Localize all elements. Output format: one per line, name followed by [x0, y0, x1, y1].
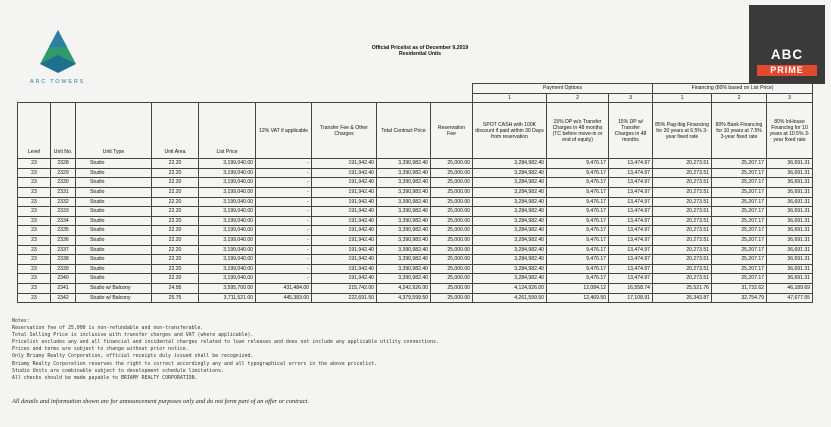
- cell-level: 23: [18, 178, 51, 188]
- cell-pagibig-financing: 20,273.51: [653, 255, 712, 265]
- cell-total-contract-price: 3,390,982.40: [377, 168, 431, 178]
- cell-level: 23: [18, 187, 51, 197]
- cell-unit-no: 2338: [51, 255, 76, 265]
- cell-unit-type: Studio: [76, 255, 152, 265]
- cell-reservation-fee: 25,000.00: [431, 168, 473, 178]
- cell-dp-with-tc: 13,474.97: [609, 255, 653, 265]
- cell-inhouse-financing: 36,691.31: [767, 235, 813, 245]
- cell-unit-area: 25.75: [152, 293, 199, 303]
- cell-unit-no: 2335: [51, 226, 76, 236]
- cell-unit-area: 22.20: [152, 216, 199, 226]
- cell-bank-financing: 25,207.17: [712, 274, 767, 284]
- cell-spot-cash: 3,284,982.40: [473, 274, 547, 284]
- cell-dp-with-tc: 13,474.97: [609, 216, 653, 226]
- cell-unit-area: 22.20: [152, 274, 199, 284]
- cell-bank-financing: 25,207.17: [712, 159, 767, 169]
- cell-reservation-fee: 25,000.00: [431, 293, 473, 303]
- cell-dp-without-tc: 9,476.17: [547, 255, 609, 265]
- cell-vat: -: [256, 207, 312, 217]
- title-line1: Official Pricelist as of December 9,2019: [371, 45, 469, 51]
- notes-section: [12, 318, 439, 382]
- cell-inhouse-financing: 36,691.31: [767, 197, 813, 207]
- cell-unit-area: 22.20: [152, 255, 199, 265]
- cell-dp-with-tc: 13,474.97: [609, 187, 653, 197]
- note-line: Total Selling Price is inclusive with transfer charges and VAT (where applicable).: [12, 332, 254, 339]
- cell-spot-cash: 3,284,982.40: [473, 245, 547, 255]
- cell-spot-cash: 3,284,982.40: [473, 207, 547, 217]
- cell-list-price: 3,199,040.00: [199, 187, 256, 197]
- logo-abc-text: ABC: [770, 47, 804, 62]
- cell-level: 23: [18, 197, 51, 207]
- cell-unit-area: 22.20: [152, 235, 199, 245]
- cell-total-contract-price: 3,390,982.40: [377, 226, 431, 236]
- note-line: Only Briamy Realty Corporation, official receipts duly issued shall be recognized.: [12, 353, 254, 360]
- pricelist-body: [18, 159, 813, 303]
- cell-transfer-fee: 191,942.40: [312, 187, 377, 197]
- cell-vat: -: [256, 226, 312, 236]
- group-header-row: [18, 84, 813, 94]
- pricelist-table: [17, 83, 813, 303]
- cell-level: 23: [18, 226, 51, 236]
- cell-bank-financing: 31,732.62: [712, 283, 767, 293]
- cell-list-price: 3,199,040.00: [199, 226, 256, 236]
- cell-dp-without-tc: 9,476.17: [547, 178, 609, 188]
- cell-unit-type: Studio: [76, 235, 152, 245]
- cell-list-price: 3,711,521.00: [199, 293, 256, 303]
- cell-unit-no: 2342: [51, 293, 76, 303]
- cell-list-price: 3,199,040.00: [199, 216, 256, 226]
- cell-dp-without-tc: 9,476.17: [547, 168, 609, 178]
- cell-reservation-fee: 25,000.00: [431, 207, 473, 217]
- payment-options-header: Payment Options: [473, 84, 653, 94]
- table-row: [18, 293, 813, 303]
- cell-transfer-fee: 191,942.40: [312, 274, 377, 284]
- table-row: [18, 255, 813, 265]
- disclaimer: All details and information shown are for announcement purposes only and do not form part of an offer or contract.: [12, 398, 309, 405]
- cell-unit-no: 2331: [51, 187, 76, 197]
- cell-unit-area: 22.20: [152, 197, 199, 207]
- cell-pagibig-financing: 20,273.51: [653, 274, 712, 284]
- cell-total-contract-price: 3,390,982.40: [377, 264, 431, 274]
- cell-reservation-fee: 25,000.00: [431, 159, 473, 169]
- cell-pagibig-financing: 20,273.51: [653, 187, 712, 197]
- document-title: [330, 45, 510, 58]
- cell-pagibig-financing: 26,343.87: [653, 293, 712, 303]
- note-line: Prices and terms are subject to change without prior notice.: [12, 346, 189, 353]
- cell-total-contract-price: 3,390,982.40: [377, 235, 431, 245]
- cell-level: 23: [18, 283, 51, 293]
- option-number: 2: [712, 93, 767, 103]
- cell-bank-financing: 25,207.17: [712, 187, 767, 197]
- table-row: [18, 245, 813, 255]
- cell-inhouse-financing: 46,189.69: [767, 283, 813, 293]
- cell-pagibig-financing: 20,273.51: [653, 264, 712, 274]
- header-reservation-fee: Reservation Fee: [431, 103, 473, 159]
- cell-transfer-fee: 191,942.40: [312, 216, 377, 226]
- cell-vat: -: [256, 178, 312, 188]
- cell-pagibig-financing: 20,273.51: [653, 216, 712, 226]
- cell-unit-type: Studio: [76, 197, 152, 207]
- option-number: 2: [547, 93, 609, 103]
- cell-dp-with-tc: 13,474.97: [609, 274, 653, 284]
- cell-total-contract-price: 3,390,982.40: [377, 207, 431, 217]
- cell-vat: -: [256, 235, 312, 245]
- cell-inhouse-financing: 36,691.31: [767, 245, 813, 255]
- cell-level: 23: [18, 264, 51, 274]
- cell-dp-with-tc: 17,108.91: [609, 293, 653, 303]
- cell-list-price: 3,199,040.00: [199, 235, 256, 245]
- cell-pagibig-financing: 20,273.51: [653, 207, 712, 217]
- cell-inhouse-financing: 36,691.31: [767, 255, 813, 265]
- cell-list-price: 3,199,040.00: [199, 245, 256, 255]
- cell-vat: -: [256, 187, 312, 197]
- title-line2: Residential Units: [398, 51, 442, 58]
- logo-prime-text: PRIME: [757, 65, 817, 76]
- cell-bank-financing: 25,207.17: [712, 245, 767, 255]
- header-spot-cash: SPOT CASH with 100K discount if paid within 30 Days from reservation: [473, 103, 547, 159]
- note-line: All checks should be made payable to BRIAMY REALTY CORPORATION.: [12, 374, 198, 381]
- cell-unit-type: Studio: [76, 168, 152, 178]
- cell-reservation-fee: 25,000.00: [431, 226, 473, 236]
- cell-spot-cash: 3,284,982.40: [473, 168, 547, 178]
- cell-unit-type: Studio: [76, 159, 152, 169]
- cell-inhouse-financing: 36,691.31: [767, 264, 813, 274]
- header-total-contract-price: Total Contract Price: [377, 103, 431, 159]
- cell-level: 23: [18, 255, 51, 265]
- cell-vat: -: [256, 168, 312, 178]
- cell-dp-with-tc: 13,474.97: [609, 159, 653, 169]
- cell-transfer-fee: 191,942.40: [312, 245, 377, 255]
- cell-unit-area: 22.20: [152, 264, 199, 274]
- cell-dp-with-tc: 13,474.97: [609, 226, 653, 236]
- cell-inhouse-financing: 36,691.31: [767, 226, 813, 236]
- cell-dp-with-tc: 13,474.97: [609, 235, 653, 245]
- cell-dp-without-tc: 9,476.17: [547, 197, 609, 207]
- option-number: 3: [767, 93, 813, 103]
- table-row: [18, 168, 813, 178]
- cell-pagibig-financing: 20,273.51: [653, 197, 712, 207]
- cell-vat: -: [256, 274, 312, 284]
- cell-unit-no: 2337: [51, 245, 76, 255]
- cell-reservation-fee: 25,000.00: [431, 216, 473, 226]
- header-bank-financing: 80% Bank Financing for 10 years at 7.5% 3-year fixed rate: [712, 103, 767, 159]
- cell-transfer-fee: 191,942.40: [312, 255, 377, 265]
- cell-dp-with-tc: 13,474.97: [609, 197, 653, 207]
- cell-dp-without-tc: 9,476.17: [547, 207, 609, 217]
- cell-pagibig-financing: 20,273.51: [653, 159, 712, 169]
- cell-pagibig-financing: 20,273.51: [653, 168, 712, 178]
- cell-spot-cash: 4,124,926.00: [473, 283, 547, 293]
- cell-spot-cash: 4,261,599.50: [473, 293, 547, 303]
- cell-level: 23: [18, 159, 51, 169]
- cell-unit-no: 2333: [51, 207, 76, 217]
- table-row: [18, 197, 813, 207]
- cell-bank-financing: 32,754.79: [712, 293, 767, 303]
- cell-total-contract-price: 3,390,982.40: [377, 187, 431, 197]
- table-row: [18, 226, 813, 236]
- cell-transfer-fee: 191,942.40: [312, 235, 377, 245]
- option-number: 1: [473, 93, 547, 103]
- cell-dp-without-tc: 9,476.17: [547, 235, 609, 245]
- note-line: Reservation fee of 25,000 is non-refundable and non-transferable.: [12, 325, 204, 332]
- cell-level: 23: [18, 235, 51, 245]
- cell-bank-financing: 25,207.17: [712, 235, 767, 245]
- column-header-row: [18, 103, 813, 159]
- note-line: Briamy Realty Corporation reserves the right to correct accordingly any and all typographical errors in the above pricelist.: [12, 360, 378, 367]
- cell-bank-financing: 25,207.17: [712, 178, 767, 188]
- cell-unit-type: Studio w/ Balcony: [76, 283, 152, 293]
- cell-bank-financing: 25,207.17: [712, 207, 767, 217]
- cell-pagibig-financing: 20,273.51: [653, 226, 712, 236]
- cell-reservation-fee: 25,000.00: [431, 187, 473, 197]
- cell-vat: -: [256, 197, 312, 207]
- cell-level: 23: [18, 293, 51, 303]
- header-unit-type: Unit Type: [76, 103, 152, 159]
- cell-unit-type: Studio: [76, 264, 152, 274]
- cell-total-contract-price: 3,390,982.40: [377, 274, 431, 284]
- cell-unit-type: Studio w/ Balcony: [76, 293, 152, 303]
- cell-transfer-fee: 191,942.40: [312, 159, 377, 169]
- cell-pagibig-financing: 20,273.51: [653, 178, 712, 188]
- cell-inhouse-financing: 36,691.31: [767, 178, 813, 188]
- cell-unit-area: 22.20: [152, 168, 199, 178]
- table-row: [18, 216, 813, 226]
- cell-pagibig-financing: 25,521.76: [653, 283, 712, 293]
- cell-transfer-fee: 191,942.40: [312, 264, 377, 274]
- header-list-price: List Price: [199, 103, 256, 159]
- cell-dp-without-tc: 9,476.17: [547, 159, 609, 169]
- cell-reservation-fee: 25,000.00: [431, 264, 473, 274]
- header-transfer-fee: Transfer Fee & Other Charges: [312, 103, 377, 159]
- cell-dp-without-tc: 9,476.17: [547, 274, 609, 284]
- cell-inhouse-financing: 47,677.55: [767, 293, 813, 303]
- table-row: [18, 235, 813, 245]
- cell-vat: -: [256, 159, 312, 169]
- cell-reservation-fee: 25,000.00: [431, 283, 473, 293]
- cell-level: 23: [18, 168, 51, 178]
- cell-transfer-fee: 215,742.00: [312, 283, 377, 293]
- cell-total-contract-price: 3,390,982.40: [377, 159, 431, 169]
- cell-spot-cash: 3,284,982.40: [473, 264, 547, 274]
- cell-total-contract-price: 3,390,982.40: [377, 197, 431, 207]
- cell-dp-without-tc: 9,476.17: [547, 226, 609, 236]
- cell-bank-financing: 25,207.17: [712, 226, 767, 236]
- cell-list-price: 3,199,040.00: [199, 264, 256, 274]
- cell-transfer-fee: 191,942.40: [312, 226, 377, 236]
- header-dp-with-tc: 15% DP w/ Transfer Charges in 48 months: [609, 103, 653, 159]
- cell-pagibig-financing: 20,273.51: [653, 235, 712, 245]
- cell-list-price: 3,199,040.00: [199, 197, 256, 207]
- cell-total-contract-price: 4,379,599.50: [377, 293, 431, 303]
- cell-transfer-fee: 191,942.40: [312, 178, 377, 188]
- header-pagibig-financing: 85% Pag-ibig Financing for 30 years at 6.5% 3-year fixed rate: [653, 103, 712, 159]
- cell-unit-type: Studio: [76, 187, 152, 197]
- cell-total-contract-price: 3,390,982.40: [377, 245, 431, 255]
- cell-level: 23: [18, 245, 51, 255]
- cell-spot-cash: 3,284,982.40: [473, 197, 547, 207]
- cell-inhouse-financing: 36,691.31: [767, 187, 813, 197]
- cell-unit-no: 2334: [51, 216, 76, 226]
- cell-vat: -: [256, 216, 312, 226]
- cell-dp-without-tc: 9,476.17: [547, 216, 609, 226]
- table-row: [18, 264, 813, 274]
- cell-inhouse-financing: 36,691.31: [767, 216, 813, 226]
- cell-dp-with-tc: 13,474.97: [609, 178, 653, 188]
- cell-dp-with-tc: 13,474.97: [609, 245, 653, 255]
- cell-unit-no: 2341: [51, 283, 76, 293]
- cell-list-price: 3,199,040.00: [199, 255, 256, 265]
- cell-spot-cash: 3,284,982.40: [473, 216, 547, 226]
- cell-inhouse-financing: 36,691.31: [767, 168, 813, 178]
- header-inhouse-financing: 80% InHouse Financing for 10 years at 10.5% 3-year fixed rate: [767, 103, 813, 159]
- cell-spot-cash: 3,284,982.40: [473, 187, 547, 197]
- table-row: [18, 207, 813, 217]
- mountain-logo-icon: [36, 28, 80, 74]
- table-row: [18, 274, 813, 284]
- cell-unit-no: 2340: [51, 274, 76, 284]
- cell-dp-without-tc: 9,476.17: [547, 187, 609, 197]
- cell-reservation-fee: 25,000.00: [431, 178, 473, 188]
- cell-spot-cash: 3,284,982.40: [473, 159, 547, 169]
- cell-dp-with-tc: 13,474.97: [609, 207, 653, 217]
- cell-transfer-fee: 191,942.40: [312, 197, 377, 207]
- cell-transfer-fee: 191,942.40: [312, 168, 377, 178]
- cell-dp-without-tc: 9,476.17: [547, 245, 609, 255]
- cell-bank-financing: 25,207.17: [712, 216, 767, 226]
- header-unit-area: Unit Area: [152, 103, 199, 159]
- cell-vat: -: [256, 255, 312, 265]
- arc-towers-logo: [28, 28, 98, 88]
- option-number-row: [18, 93, 813, 103]
- cell-level: 23: [18, 274, 51, 284]
- cell-inhouse-financing: 36,691.31: [767, 207, 813, 217]
- cell-bank-financing: 25,207.17: [712, 264, 767, 274]
- cell-reservation-fee: 25,000.00: [431, 255, 473, 265]
- cell-unit-type: Studio: [76, 274, 152, 284]
- cell-unit-type: Studio: [76, 216, 152, 226]
- cell-dp-with-tc: 16,558.74: [609, 283, 653, 293]
- cell-spot-cash: 3,284,982.40: [473, 235, 547, 245]
- cell-vat: 431,484.00: [256, 283, 312, 293]
- header-unit-no: Unit No.: [51, 103, 76, 159]
- cell-unit-area: 22.20: [152, 159, 199, 169]
- left-logo-text: ARC TOWERS: [30, 79, 86, 85]
- option-number: 3: [609, 93, 653, 103]
- cell-unit-type: Studio: [76, 226, 152, 236]
- cell-bank-financing: 25,207.17: [712, 255, 767, 265]
- note-line: Pricelist excludes any and all financial and incidental charges related to loan releases and does not include any applicable utility connections.: [12, 339, 439, 346]
- cell-bank-financing: 25,207.17: [712, 197, 767, 207]
- cell-spot-cash: 3,284,982.40: [473, 255, 547, 265]
- cell-vat: -: [256, 264, 312, 274]
- cell-reservation-fee: 25,000.00: [431, 245, 473, 255]
- cell-total-contract-price: 3,390,982.40: [377, 255, 431, 265]
- cell-level: 23: [18, 207, 51, 217]
- table-row: [18, 178, 813, 188]
- cell-unit-area: 22.20: [152, 245, 199, 255]
- cell-spot-cash: 3,284,982.40: [473, 226, 547, 236]
- cell-reservation-fee: 25,000.00: [431, 197, 473, 207]
- cell-unit-type: Studio: [76, 207, 152, 217]
- cell-transfer-fee: 191,942.40: [312, 207, 377, 217]
- cell-dp-without-tc: 12,084.12: [547, 283, 609, 293]
- cell-unit-area: 22.20: [152, 226, 199, 236]
- table-row: [18, 187, 813, 197]
- cell-unit-area: 22.20: [152, 207, 199, 217]
- cell-inhouse-financing: 36,691.31: [767, 159, 813, 169]
- cell-vat: 445,383.00: [256, 293, 312, 303]
- abc-prime-logo: [749, 5, 825, 84]
- table-row: [18, 283, 813, 293]
- cell-total-contract-price: 3,390,982.40: [377, 216, 431, 226]
- cell-unit-no: 2329: [51, 168, 76, 178]
- cell-unit-type: Studio: [76, 178, 152, 188]
- cell-dp-without-tc: 9,476.17: [547, 264, 609, 274]
- cell-spot-cash: 3,284,982.40: [473, 178, 547, 188]
- cell-total-contract-price: 3,390,982.40: [377, 178, 431, 188]
- cell-list-price: 3,199,040.00: [199, 178, 256, 188]
- cell-unit-no: 2332: [51, 197, 76, 207]
- cell-unit-no: 2336: [51, 235, 76, 245]
- cell-dp-without-tc: 12,469.50: [547, 293, 609, 303]
- cell-dp-with-tc: 13,474.97: [609, 264, 653, 274]
- cell-unit-area: 22.20: [152, 178, 199, 188]
- cell-unit-area: 22.20: [152, 187, 199, 197]
- cell-vat: -: [256, 245, 312, 255]
- note-line: Studio Units are combinable subject to development schedule limitations.: [12, 367, 224, 374]
- option-number: 1: [653, 93, 712, 103]
- cell-pagibig-financing: 20,273.51: [653, 245, 712, 255]
- cell-unit-no: 2330: [51, 178, 76, 188]
- cell-list-price: 3,595,700.00: [199, 283, 256, 293]
- cell-unit-area: 24.95: [152, 283, 199, 293]
- cell-transfer-fee: 222,691.50: [312, 293, 377, 303]
- cell-inhouse-financing: 36,691.31: [767, 274, 813, 284]
- financing-header: Financing (80% based on List Price): [653, 84, 813, 94]
- cell-reservation-fee: 25,000.00: [431, 274, 473, 284]
- header-vat: 12% VAT if applicable: [256, 103, 312, 159]
- cell-list-price: 3,199,040.00: [199, 159, 256, 169]
- cell-list-price: 3,199,040.00: [199, 274, 256, 284]
- cell-list-price: 3,199,040.00: [199, 168, 256, 178]
- cell-unit-type: Studio: [76, 245, 152, 255]
- header-level: Level: [18, 103, 51, 159]
- cell-list-price: 3,199,040.00: [199, 207, 256, 217]
- cell-unit-no: 2339: [51, 264, 76, 274]
- cell-level: 23: [18, 216, 51, 226]
- cell-dp-with-tc: 13,474.97: [609, 168, 653, 178]
- notes-heading: Notes:: [12, 318, 30, 324]
- cell-bank-financing: 25,207.17: [712, 168, 767, 178]
- cell-total-contract-price: 4,242,926.00: [377, 283, 431, 293]
- cell-reservation-fee: 25,000.00: [431, 235, 473, 245]
- cell-unit-no: 2328: [51, 159, 76, 169]
- header-dp-without-tc: 15% DP w/o Transfer Charges in 48 months (TC before move-in or end of equity): [547, 103, 609, 159]
- table-row: [18, 159, 813, 169]
